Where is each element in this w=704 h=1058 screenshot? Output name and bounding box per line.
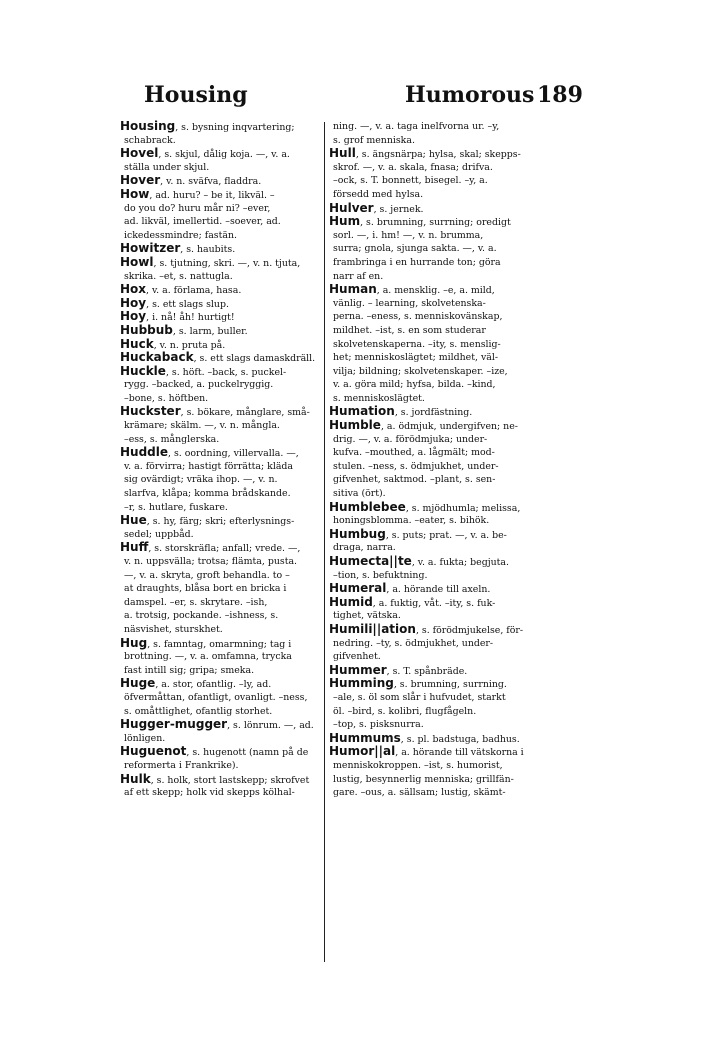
dictionary-line: stulen. –ness, s. ödmjukhet, under- — [333, 460, 499, 472]
headword: Huckaback — [120, 351, 194, 365]
dictionary-line: Hum, s. brumning, surrning; oredigt — [329, 215, 511, 229]
left-guide-word: Housing — [144, 82, 248, 108]
dictionary-line: at draughts, blåsa bort en bricka i — [124, 583, 287, 595]
headword: Hull — [329, 147, 356, 161]
dictionary-line: v. n. uppsvälla; trotsa; flämta, pusta. — [124, 556, 298, 567]
dictionary-line: het; menniskoslägtet; mildhet, väl- — [333, 352, 499, 364]
dictionary-line: Hull, s. ängsnärpa; hylsa, skal; skepps- — [329, 147, 521, 161]
dictionary-line: v. a. göra mild; hyfsa, bilda. –kind, — [333, 379, 496, 391]
dictionary-line: öfvermåttan, ofantligt, ovanligt. –ness, — [124, 691, 308, 703]
headword: Huguenot — [120, 745, 187, 759]
dictionary-line: Huckster, s. bökare, månglare, små- — [120, 405, 310, 419]
dictionary-line: sig ovärdigt; vräka ihop. —, v. n. — [124, 474, 278, 486]
headword: Hox — [120, 283, 147, 297]
dictionary-line: a. trotsig, pockande. –ishness, s. — [124, 610, 279, 622]
dictionary-line: lönligen. — [124, 732, 166, 744]
dictionary-line: sorl. —, i. hm! —, v. n. brumma, — [333, 229, 484, 241]
headword: Humili||ation — [329, 622, 416, 636]
headword: Huff — [120, 541, 149, 555]
headword: Hoy — [120, 310, 147, 324]
dictionary-line: ning. —, v. a. taga inelfvorna ur. –y, — [333, 121, 500, 132]
dictionary-line: Hug, s. famntag, omarmning; tag i — [120, 636, 292, 650]
dictionary-line: försedd med hylsa. — [333, 188, 424, 200]
headword: Hulk — [120, 772, 151, 786]
dictionary-line: narr af en. — [333, 270, 384, 282]
dictionary-line: Howl, s. tjutning, skri. —, v. n. tjuta, — [120, 255, 301, 269]
dictionary-line: do you do? huru mår ni? –ever, — [124, 202, 271, 214]
column-divider — [324, 122, 325, 962]
dictionary-line: –tion, s. befuktning. — [333, 569, 428, 581]
dictionary-line: Humecta||te, v. a. fukta; begjuta. — [329, 555, 509, 568]
dictionary-line: gifvenhet, saktmod. –plant, s. sen- — [333, 474, 496, 486]
dictionary-line: skrika. –et, s. nattugla. — [124, 270, 233, 282]
dictionary-line: gifvenhet. — [333, 651, 381, 663]
dictionary-line: ickedessmindre; fastän. — [124, 229, 237, 241]
headword: Hue — [120, 514, 147, 528]
headword: Humeral — [329, 582, 387, 596]
left-column — [120, 120, 320, 800]
dictionary-line: surra; gnola, sjunga sakta. —, v. a. — [333, 243, 497, 255]
dictionary-line: skolvetenskaperna. –ity, s. menslig- — [333, 338, 501, 350]
dictionary-line: Hovel, s. skjul, dålig koja. —, v. a. — [120, 147, 290, 161]
dictionary-line: näsvishet, sturskhet. — [124, 623, 223, 635]
headword: Huge — [120, 677, 156, 691]
headword: Hum — [329, 215, 361, 229]
headword: Humecta||te — [329, 555, 412, 568]
dictionary-line: lustig, besynnerlig menniska; grillfän- — [333, 773, 514, 785]
dictionary-line: Huckle, s. höft. –back, s. puckel- — [120, 364, 287, 378]
dictionary-line: –ale, s. öl som slår i hufvudet, starkt — [333, 691, 506, 703]
dictionary-line: damspel. –er, s. skrytare. –ish, — [124, 596, 268, 608]
dictionary-line: Hulk, s. holk, stort lastskepp; skrofvet — [120, 772, 310, 786]
dictionary-line: Housing, s. bysning inqvartering; — [120, 120, 295, 133]
headword: Humation — [329, 405, 395, 419]
dictionary-line: Huckaback, s. ett slags damaskdräll. — [120, 351, 316, 365]
headword: Humbug — [329, 527, 386, 541]
dictionary-line: Humid, a. fuktig, våt. –ity, s. fuk- — [329, 595, 496, 609]
dictionary-line: Humeral, a. hörande till axeln. — [329, 582, 491, 596]
dictionary-line: Huge, a. stor, ofantlig. –ly, ad. — [120, 677, 272, 691]
headword: Hugger-mugger — [120, 718, 228, 732]
dictionary-line: Hugger-mugger, s. lönrum. —, ad. — [120, 718, 314, 732]
dictionary-line: vilja; bildning; skolvetenskaper. –ize, — [333, 365, 508, 377]
dictionary-line: Hoy, s. ett slags slup. — [120, 296, 229, 310]
dictionary-line: –ess, s. månglerska. — [124, 433, 220, 445]
dictionary-line: Humblebee, s. mjödhumla; melissa, — [329, 500, 521, 514]
dictionary-line: Huff, s. storskräfla; anfall; vrede. —, — [120, 541, 301, 555]
dictionary-line: perna. –eness, s. menniskovänskap, — [333, 311, 503, 323]
dictionary-line: Human, a. mensklig. –e, a. mild, — [329, 283, 495, 297]
dictionary-line: brottning. —, v. a. omfamna, trycka — [124, 651, 292, 663]
dictionary-line: Hox, v. a. förlama, hasa. — [120, 283, 242, 297]
headword: Hoy — [120, 296, 147, 310]
dictionary-line: gare. –ous, a. sällsam; lustig, skämt- — [333, 787, 506, 799]
dictionary-line: How, ad. huru? – be it, likväl. – — [120, 187, 275, 201]
dictionary-line: honingsblomma. –eater, s. bihök. — [333, 515, 490, 527]
dictionary-line: Hover, v. n. sväfva, fladdra. — [120, 174, 262, 188]
headword: Huck — [120, 337, 154, 351]
headword: Hover — [120, 174, 161, 188]
right-column — [329, 120, 586, 800]
dictionary-line: menniskokroppen. –ist, s. humorist, — [333, 759, 503, 771]
dictionary-line: kufva. –mouthed, a. lågmält; mod- — [333, 447, 495, 459]
dictionary-line: af ett skepp; holk vid skepps kölhal- — [124, 787, 295, 799]
dictionary-line: schabrack. — [124, 134, 176, 146]
dictionary-line: s. omåttlighet, ofantlig storhet. — [124, 705, 273, 717]
dictionary-line: slarfva, klåpa; komma brådskande. — [124, 488, 291, 500]
headword: Humming — [329, 677, 394, 691]
dictionary-line: Hubbub, s. larm, buller. — [120, 323, 248, 337]
dictionary-line: –ock, s. T. bonnett, bisegel. –y, a. — [333, 175, 488, 187]
dictionary-line: skrof. —, v. a. skala, fnasa; drifva. — [333, 161, 493, 173]
headword: Hubbub — [120, 323, 173, 337]
dictionary-line: Hummer, s. T. spånbräde. — [329, 663, 468, 677]
dictionary-line: Humili||ation, s. förödmjukelse, för- — [329, 622, 524, 636]
headword: Howl — [120, 255, 154, 269]
headword: Hulver — [329, 201, 374, 215]
headword: Humor||al — [329, 745, 396, 759]
headword: Humid — [329, 595, 373, 609]
page-header — [0, 82, 704, 116]
dictionary-line: sitiva (ört). — [333, 488, 386, 500]
dictionary-line: Hulver, s. jernek. — [329, 201, 424, 215]
dictionary-line: frambringa i en hurrande ton; göra — [333, 256, 501, 268]
dictionary-line: mildhet. –ist, s. en som studerar — [333, 324, 486, 336]
dictionary-line: Huguenot, s. hugenott (namn på de — [120, 745, 309, 759]
dictionary-line: Humming, s. brumning, surrning. — [329, 677, 507, 691]
dictionary-line: Hue, s. hy, färg; skri; efterlysnings- — [120, 514, 295, 528]
dictionary-line: –bone, s. höftben. — [124, 392, 209, 404]
dictionary-line: s. grof menniska. — [333, 134, 415, 146]
headword: Housing — [120, 120, 176, 133]
dictionary-line: ställa under skjul. — [124, 161, 210, 173]
headword: Hug — [120, 636, 148, 650]
dictionary-line: –r, s. hutlare, fuskare. — [124, 501, 228, 513]
dictionary-line: Humble, a. ödmjuk, undergifven; ne- — [329, 419, 518, 433]
dictionary-line: Humor||al, a. hörande till vätskorna i — [329, 745, 524, 759]
page-number: 189 — [537, 82, 583, 108]
dictionary-line: reformerta i Frankrike). — [124, 759, 239, 771]
dictionary-line: Howitzer, s. haubits. — [120, 242, 236, 256]
dictionary-line: drig. —, v. a. förödmjuka; under- — [333, 433, 488, 445]
dictionary-line: –top, s. pisksnurra. — [333, 719, 424, 731]
dictionary-line: draga, narra. — [333, 542, 396, 554]
dictionary-line: vänlig. – learning, skolvetenska- — [333, 297, 486, 309]
dictionary-line: Huddle, s. oordning, villervalla. —, — [120, 446, 299, 460]
dictionary-line: s. menniskoslägtet. — [333, 392, 425, 404]
dictionary-line: Humation, s. jordfästning. — [329, 405, 473, 419]
dictionary-line: tighet, vätska. — [333, 610, 401, 622]
headword: How — [120, 187, 150, 201]
dictionary-line: krämare; skälm. —, v. n. mångla. — [124, 420, 280, 432]
headword: Hummums — [329, 731, 401, 745]
headword: Hovel — [120, 147, 159, 161]
dictionary-line: v. a. förvirra; hastigt förrätta; kläda — [124, 460, 294, 472]
dictionary-line: rygg. –backed, a. puckelryggig. — [124, 379, 274, 391]
headword: Human — [329, 283, 377, 297]
dictionary-line: Huck, v. n. pruta på. — [120, 337, 226, 351]
dictionary-line: öl. –bird, s. kolibri, flugfågeln. — [333, 705, 477, 717]
dictionary-line: —, v. a. skryta, groft behandla. to – — [124, 569, 290, 581]
headword: Hummer — [329, 663, 387, 677]
right-guide-word: Humorous — [405, 82, 535, 108]
headword: Humblebee — [329, 500, 406, 514]
dictionary-line: nedring. –ty, s. ödmjukhet, under- — [333, 637, 494, 649]
headword: Humble — [329, 419, 381, 433]
dictionary-line: fast intill sig; gripa; smeka. — [124, 664, 255, 676]
headword: Huckster — [120, 405, 181, 419]
headword: Howitzer — [120, 242, 181, 256]
headword: Huckle — [120, 364, 166, 378]
dictionary-line: Hummums, s. pl. badstuga, badhus. — [329, 731, 520, 745]
dictionary-line: Hoy, i. nå! åh! hurtigt! — [120, 310, 235, 324]
dictionary-line: ad. likväl, imellertid. –soever, ad. — [124, 216, 281, 228]
dictionary-line: Humbug, s. puts; prat. —, v. a. be- — [329, 527, 507, 541]
dictionary-line: sedel; uppbåd. — [124, 528, 194, 540]
headword: Huddle — [120, 446, 169, 460]
